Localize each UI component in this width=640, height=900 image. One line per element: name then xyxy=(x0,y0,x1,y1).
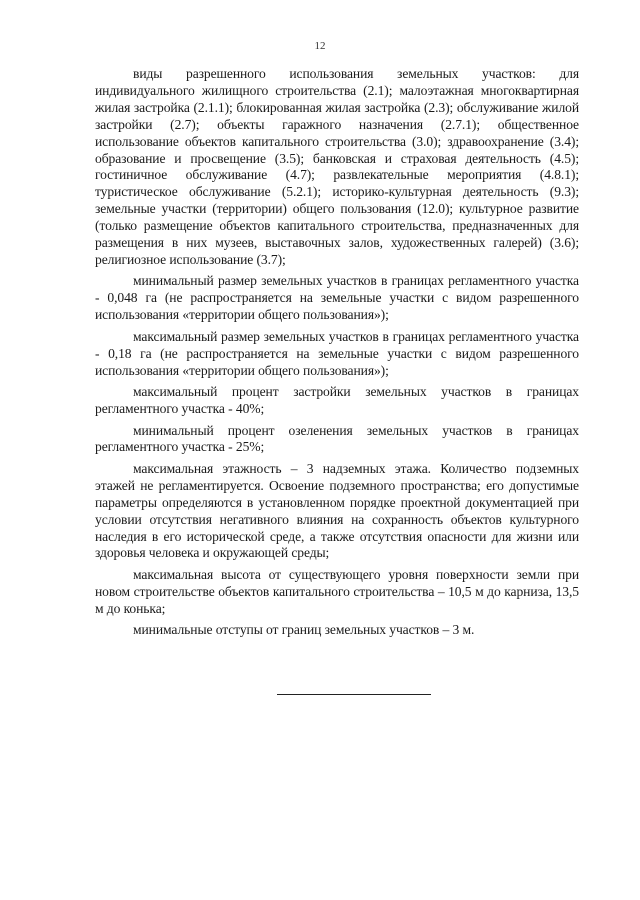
document-body xyxy=(95,66,579,644)
paragraph-permitted-uses: виды разрешенного использования земельных участков: для индивидуального жилищного строительства (2.1); малоэтажная многоквартирная жилая застройка (2.1.1); блокированная жилая застройка (2.3); обслуживание жилой застройки (2.7); объекты гаражного назначения (2.7.1); общественное использование объектов капитального строительства (3.0); здравоохранение (3.4); образование и просвещение (3.5); банковская и страховая деятельность (4.5); гостиничное обслуживание (4.7); развлекательные мероприятия (4.8.1); туристическое обслуживание (5.2.1); историко-культурная деятельность (9.3); земельные участки (территории) общего пользования (12.0); культурное развитие (только размещение объектов капитального строительства, предназначенных для размещения в них музеев, выставочных залов, художественных галерей) (3.6); религиозное использование (3.7); xyxy=(95,66,579,267)
paragraph-min-plot-size: минимальный размер земельных участков в границах регламентного участка - 0,048 га (не распространяется на земельные участки с видом разрешенного использования «территории общего пользования»); xyxy=(95,273,579,323)
paragraph-max-building-percent: максимальный процент застройки земельных участков в границах регламентного участка - 40%; xyxy=(95,384,579,416)
page-number: 12 xyxy=(314,40,326,52)
paragraph-max-height: максимальная высота от существующего уровня поверхности земли при новом строительстве объектов капитального строительства – 10,5 м до карниза, 13,5 м до конька; xyxy=(95,566,579,616)
paragraph-min-setbacks: минимальные отступы от границ земельных участков – 3 м. xyxy=(133,622,475,638)
paragraph-max-plot-size: максимальный размер земельных участков в границах регламентного участка - 0,18 га (не распространяется на земельные участки с видом разрешенного использования «территории общего пользования»); xyxy=(95,328,579,378)
paragraph-max-floors: максимальная этажность – 3 надземных этажа. Количество подземных этажей не регламентируется. Освоение подземного пространства; его допустимые параметры определяются в установленном порядке проектной документацией при условии отсутствия негативного влияния на сохранность объектов культурного наследия в его исторической среде, а также отсутствия опасности для жизни или здоровья человека и окружающей среды; xyxy=(95,460,579,561)
end-of-section-rule xyxy=(277,694,431,695)
paragraph-min-greening-percent: минимальный процент озеленения земельных участков в границах регламентного участка - 25%; xyxy=(95,422,579,455)
